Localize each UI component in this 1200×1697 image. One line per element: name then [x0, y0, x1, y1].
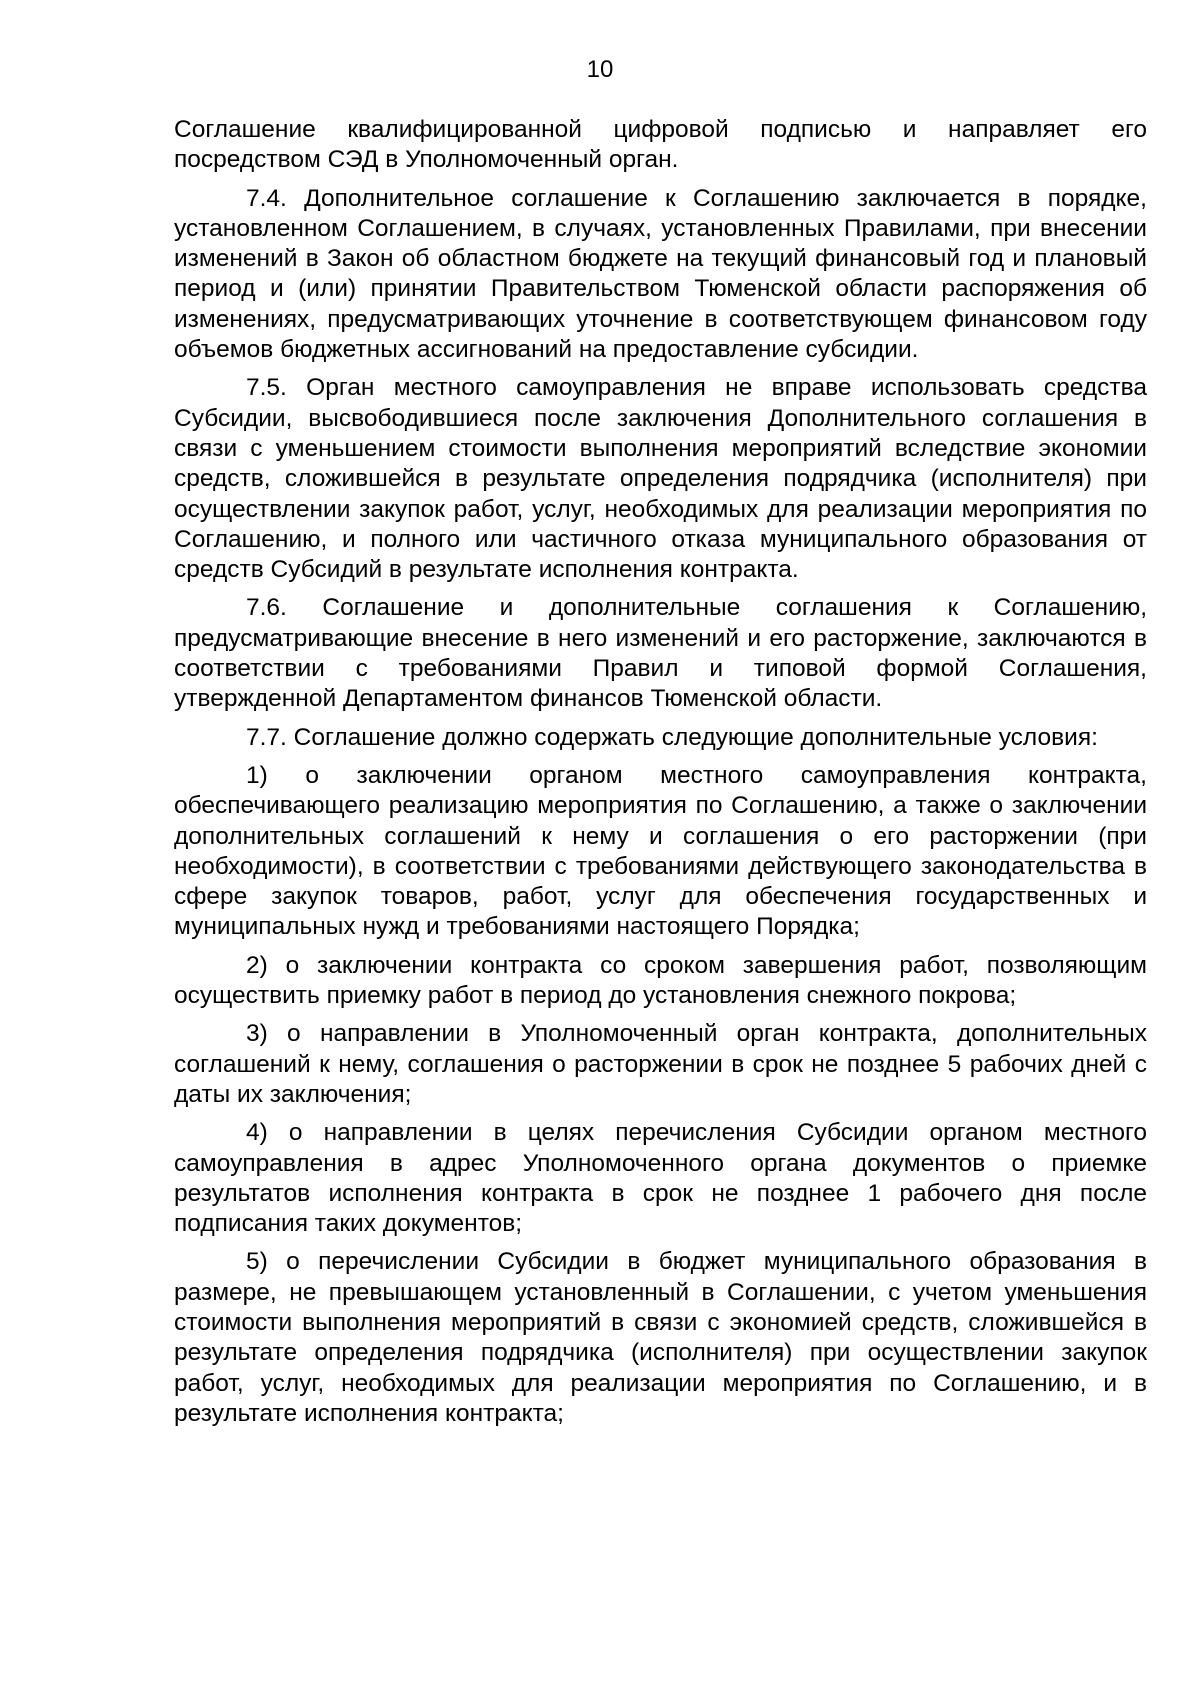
paragraph-7-5: 7.5. Орган местного самоуправления не вправе использовать средства Субсидии, высвободившиеся после заключения Дополнительного соглашения в связи с уменьшением стоимости выполнения мероприятий вследствие экономии средств, сложившейся в результате определения подрядчика (исполнителя) при осуществлении закупок работ, услуг, необходимых для реализации мероприятия по Соглашению, и полного или частичного отказа муниципального образования от средств Субсидий в результате исполнения контракта.: [174, 374, 1147, 584]
document-body: [174, 115, 1147, 1429]
paragraph-7-4: 7.4. Дополнительное соглашение к Соглашению заключается в порядке, установленном Соглашением, в случаях, установленных Правилами, при внесении изменений в Закон об областном бюджете на текущий финансовый год и плановый период и (или) принятии Правительством Тюменской области распоряжения об изменениях, предусматривающих уточнение в соответствующем финансовом году объемов бюджетных ассигнований на предоставление субсидии.: [174, 184, 1147, 364]
list-item-5: 5) о перечислении Субсидии в бюджет муниципального образования в размере, не превышающем установленный в Соглашении, с учетом уменьшения стоимости выполнения мероприятий в связи с экономией средств, сложившейся в результате определения подрядчика (исполнителя) при осуществлении закупок работ, услуг, необходимых для реализации мероприятия по Соглашению, и в результате исполнения контракта;: [174, 1248, 1147, 1427]
list-item-1: 1) о заключении органом местного самоуправления контракта, обеспечивающего реализацию мероприятия по Соглашению, а также о заключении дополнительных соглашений к нему и соглашения о его расторжении (при необходимости), в соответствии с требованиями действующего законодательства в сфере закупок товаров, работ, услуг для обеспечения государственных и муниципальных нужд и требованиями настоящего Порядка;: [174, 761, 1147, 941]
list-item-2: 2) о заключении контракта со сроком завершения работ, позволяющим осуществить приемку работ в период до установления снежного покрова;: [174, 951, 1147, 1010]
paragraph-continuation: Соглашение квалифицированной цифровой подписью и направляет его посредством СЭД в Уполномоченный орган.: [174, 116, 1147, 174]
paragraph-7-7: 7.7. Соглашение должно содержать следующие дополнительные условия:: [246, 723, 1098, 751]
paragraph-7-6: 7.6. Соглашение и дополнительные соглашения к Соглашению, предусматривающие внесение в него изменений и его расторжение, заключаются в соответствии с требованиями Правил и типовой формой Соглашения, утвержденной Департаментом финансов Тюменской области.: [174, 594, 1147, 713]
list-item-4: 4) о направлении в целях перечисления Субсидии органом местного самоуправления в адрес Уполномоченного органа документов о приемке результатов исполнения контракта в срок не позднее 1 рабочего дня после подписания таких документов;: [174, 1119, 1147, 1238]
page-number: 10: [586, 56, 614, 83]
list-item-3: 3) о направлении в Уполномоченный орган контракта, дополнительных соглашений к нему, соглашения о расторжении в срок не позднее 5 рабочих дней с даты их заключения;: [174, 1020, 1147, 1108]
